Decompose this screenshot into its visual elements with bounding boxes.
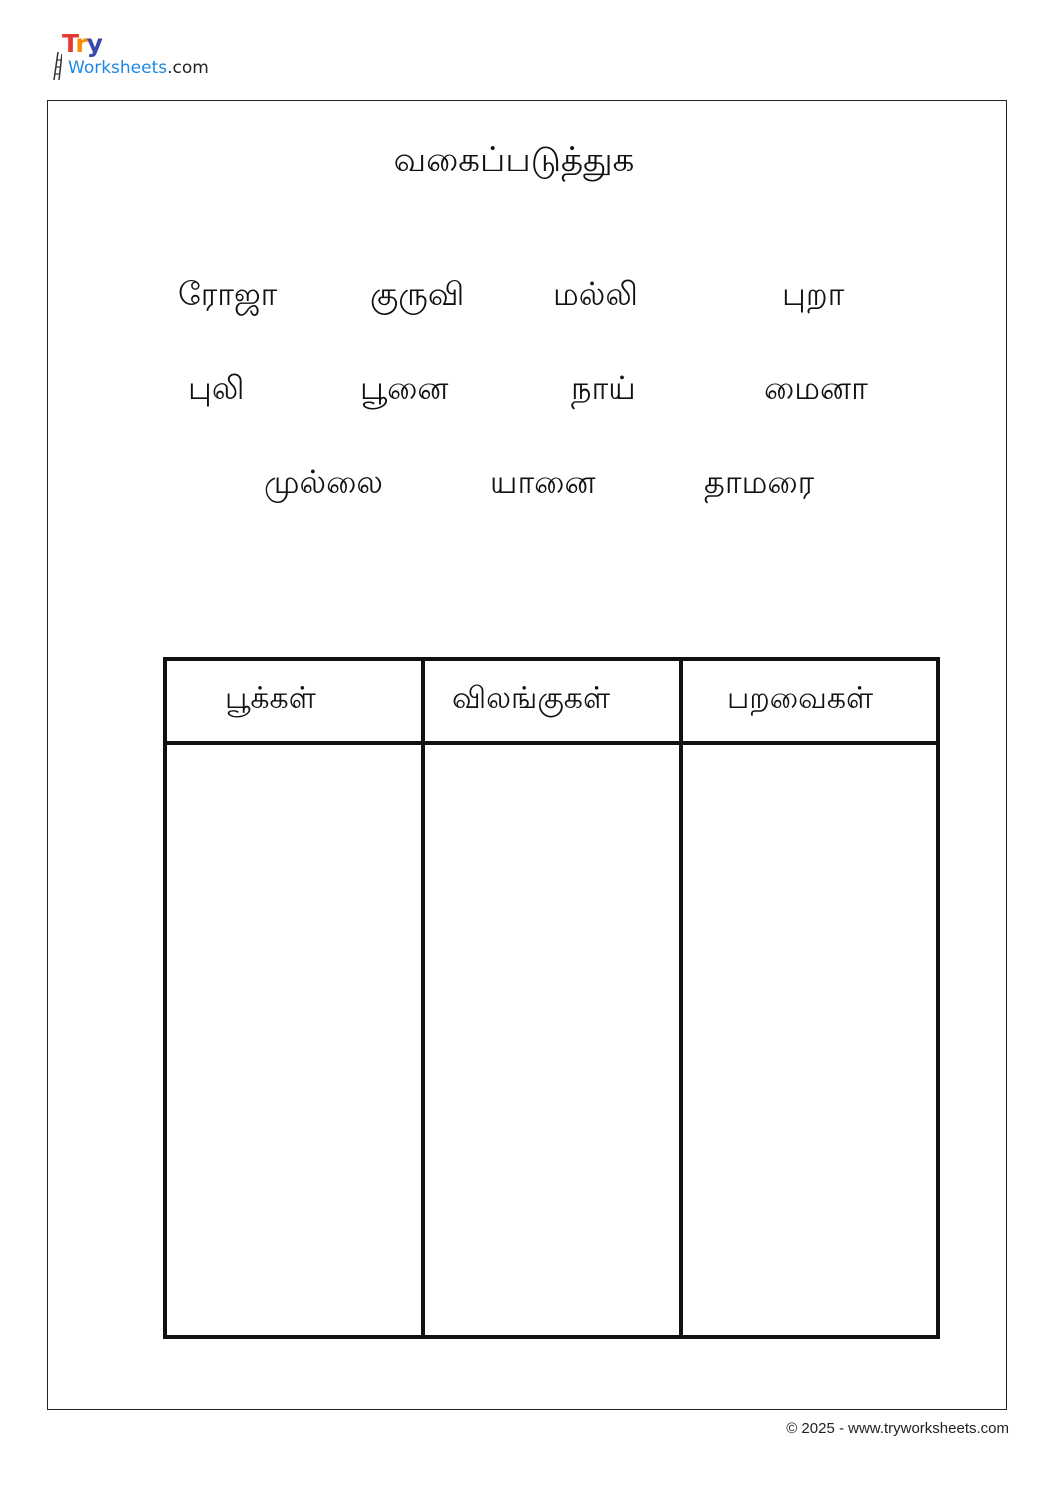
ladder-icon: [52, 52, 62, 80]
footer-copyright: © 2025 - www.tryworksheets.com: [786, 1420, 1009, 1437]
worksheet-title: வகைப்படுத்துக: [393, 140, 635, 180]
word-item: நாய்: [571, 369, 636, 407]
word-item: புலி: [188, 369, 245, 407]
word-item: பூனை: [360, 369, 449, 407]
site-logo: [50, 30, 230, 82]
word-item: ரோஜா: [178, 275, 278, 313]
column-divider: [679, 661, 683, 1335]
column-header-birds: பறவைகள்: [727, 681, 874, 716]
column-header-animals: விலங்குகள்: [452, 681, 611, 716]
logo-try-text: Try: [62, 29, 102, 58]
word-item: மல்லி: [553, 275, 638, 313]
header-divider: [167, 741, 936, 745]
word-item: குருவி: [370, 275, 465, 313]
word-item: முல்லை: [264, 463, 383, 501]
word-item: தாமரை: [704, 463, 815, 501]
word-item: புறா: [782, 275, 845, 313]
classification-table: [163, 657, 940, 1339]
word-item: யானை: [490, 463, 596, 501]
column-divider: [421, 661, 425, 1335]
logo-domain-text: Worksheets.com: [68, 58, 209, 78]
word-item: மைனா: [764, 369, 868, 407]
column-header-flowers: பூக்கள்: [225, 681, 316, 716]
